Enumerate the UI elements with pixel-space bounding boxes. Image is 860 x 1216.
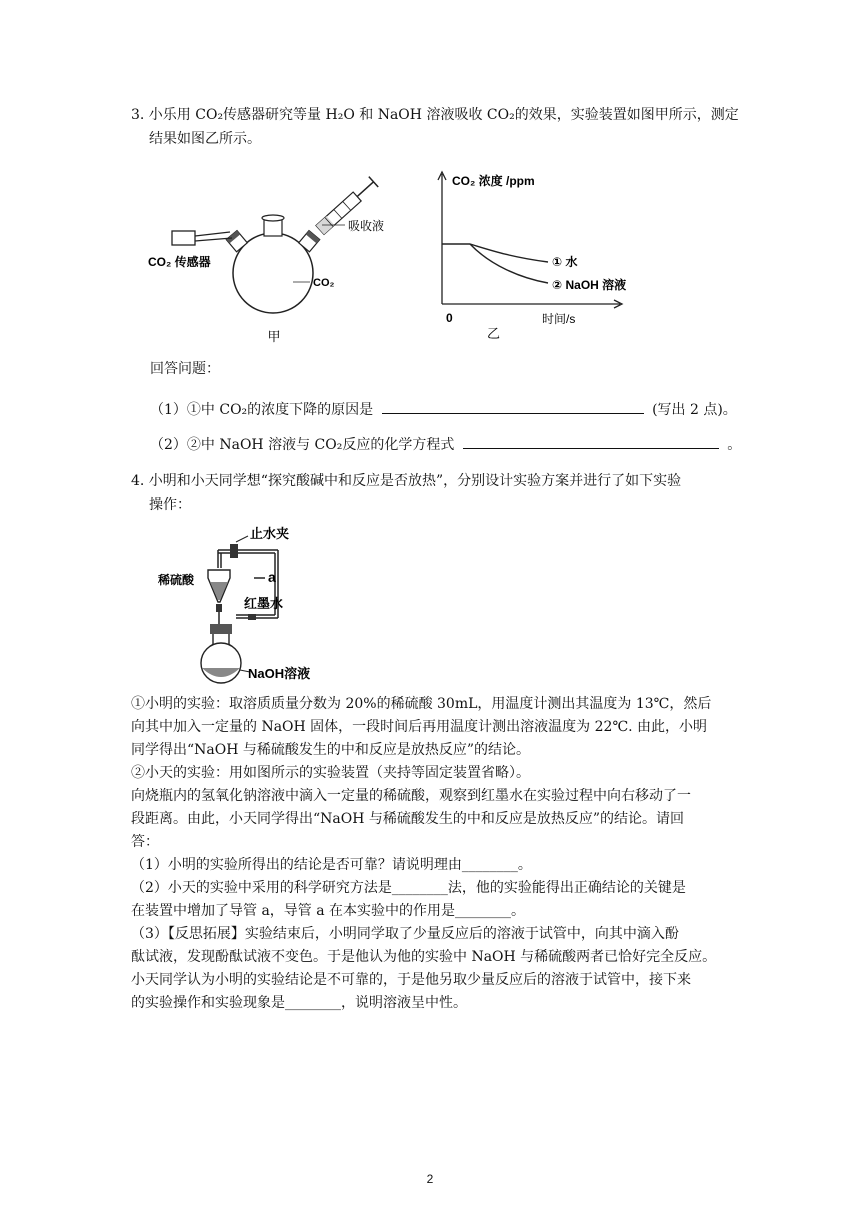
series-naoh-curve: [470, 244, 548, 283]
q4-para-line-6: 段距离。由此，小天同学得出“NaOH 与稀硫酸发生的中和反应是放热反应”的结论。请回: [131, 811, 685, 827]
q3-line-2: 结果如图乙所示。: [149, 131, 261, 147]
origin-label: 0: [446, 311, 453, 325]
q4-para-line-3: 同学得出“NaOH 与稀硫酸发生的中和反应是放热反应”的结论。: [131, 742, 531, 758]
q4-para-line-10: 在装置中增加了导管 a，导管 a 在本实验中的作用是________。: [131, 903, 526, 919]
q3-line-1: 3. 小乐用 CO₂传感器研究等量 H₂O 和 NaOH 溶液吸收 CO₂的效果，实验装置如图甲所示，测定: [131, 107, 739, 123]
q3-sub1-suffix: (写出 2 点)。: [652, 402, 737, 418]
q4-para-line-2: 向其中加入一定量的 NaOH 固体，一段时间后再用温度计测出溶液温度为 22℃. 由此，小明: [131, 719, 708, 735]
q3-subquestion-1: [150, 398, 737, 421]
q4-para-line-8: （1）小明的实验所得出的结论是否可靠？请说明理由________。: [131, 857, 532, 873]
q3-sub2-blank[interactable]: [463, 433, 719, 449]
q3-sub1-blank[interactable]: [382, 398, 644, 414]
clamp-label: 止水夹: [250, 526, 290, 541]
series-water-label: ① 水: [552, 255, 578, 269]
q4-line-2: 操作：: [149, 497, 191, 513]
naoh-label: NaOH溶液: [248, 666, 311, 681]
q4-para-line-12: 酞试液，发现酚酞试液不变色。于是他认为他的实验中 NaOH 与稀硫酸两者已恰好完全反应。: [131, 949, 717, 965]
q4-para-line-11: （3）【反思拓展】实验结束后，小明同学取了少量反应后的溶液于试管中，向其中滴入酚: [131, 926, 679, 942]
x-axis-label: 时间/s: [542, 312, 576, 326]
figure-q4-apparatus: [150, 520, 350, 686]
q4-para-line-13: 小天同学认为小明的实验结论是不可靠的，于是他另取少量反应后的溶液于试管中，接下来: [131, 972, 691, 988]
acid-label: 稀硫酸: [158, 573, 195, 587]
figure-yi-chart: [430, 170, 660, 345]
q3-subquestion-2: [150, 433, 741, 456]
q3-sub2-prefix: （2）②中 NaOH 溶液与 CO₂反应的化学方程式: [150, 437, 455, 453]
absorb-liquid-label: 吸收液: [348, 219, 385, 233]
q3-sub2-suffix: 。: [727, 437, 742, 453]
q4-para-line-14: 的实验操作和实验现象是________，说明溶液呈中性。: [131, 995, 467, 1011]
series-naoh-label: ② NaOH 溶液: [552, 278, 627, 292]
ink-label: 红墨水: [244, 596, 284, 611]
answer-heading: 回答问题：: [150, 361, 220, 377]
tube-a-label: a: [268, 569, 276, 585]
q4-line-1: 4. 小明和小天同学想“探究酸碱中和反应是否放热”，分别设计实验方案并进行了如下实验: [131, 473, 682, 489]
q4-para-line-1: ①小明的实验：取溶质质量分数为 20%的稀硫酸 30mL，用温度计测出其温度为 13℃，然后: [131, 696, 712, 712]
figure-yi-caption: 乙: [487, 326, 501, 341]
q4-para-line-5: 向烧瓶内的氢氧化钠溶液中滴入一定量的稀硫酸，观察到红墨水在实验过程中向右移动了一: [131, 788, 691, 804]
figure-jia-caption: 甲: [267, 329, 281, 344]
page-number: 2: [426, 1172, 434, 1186]
q4-para-line-9: （2）小天的实验中采用的科学研究方法是________法，他的实验能得出正确结论的关键是: [131, 880, 686, 896]
y-axis-label: CO₂ 浓度 /ppm: [452, 174, 535, 188]
q3-sub1-prefix: （1）①中 CO₂的浓度下降的原因是: [150, 402, 374, 418]
co2-label: CO₂: [313, 277, 335, 289]
q4-para-line-4: ②小天的实验：用如图所示的实验装置（夹持等固定装置省略）。: [131, 765, 530, 781]
figure-jia-apparatus: [148, 160, 400, 350]
series-water-curve: [442, 244, 548, 262]
sensor-label: CO₂ 传感器: [148, 255, 211, 269]
q4-para-line-7: 答：: [131, 834, 159, 850]
